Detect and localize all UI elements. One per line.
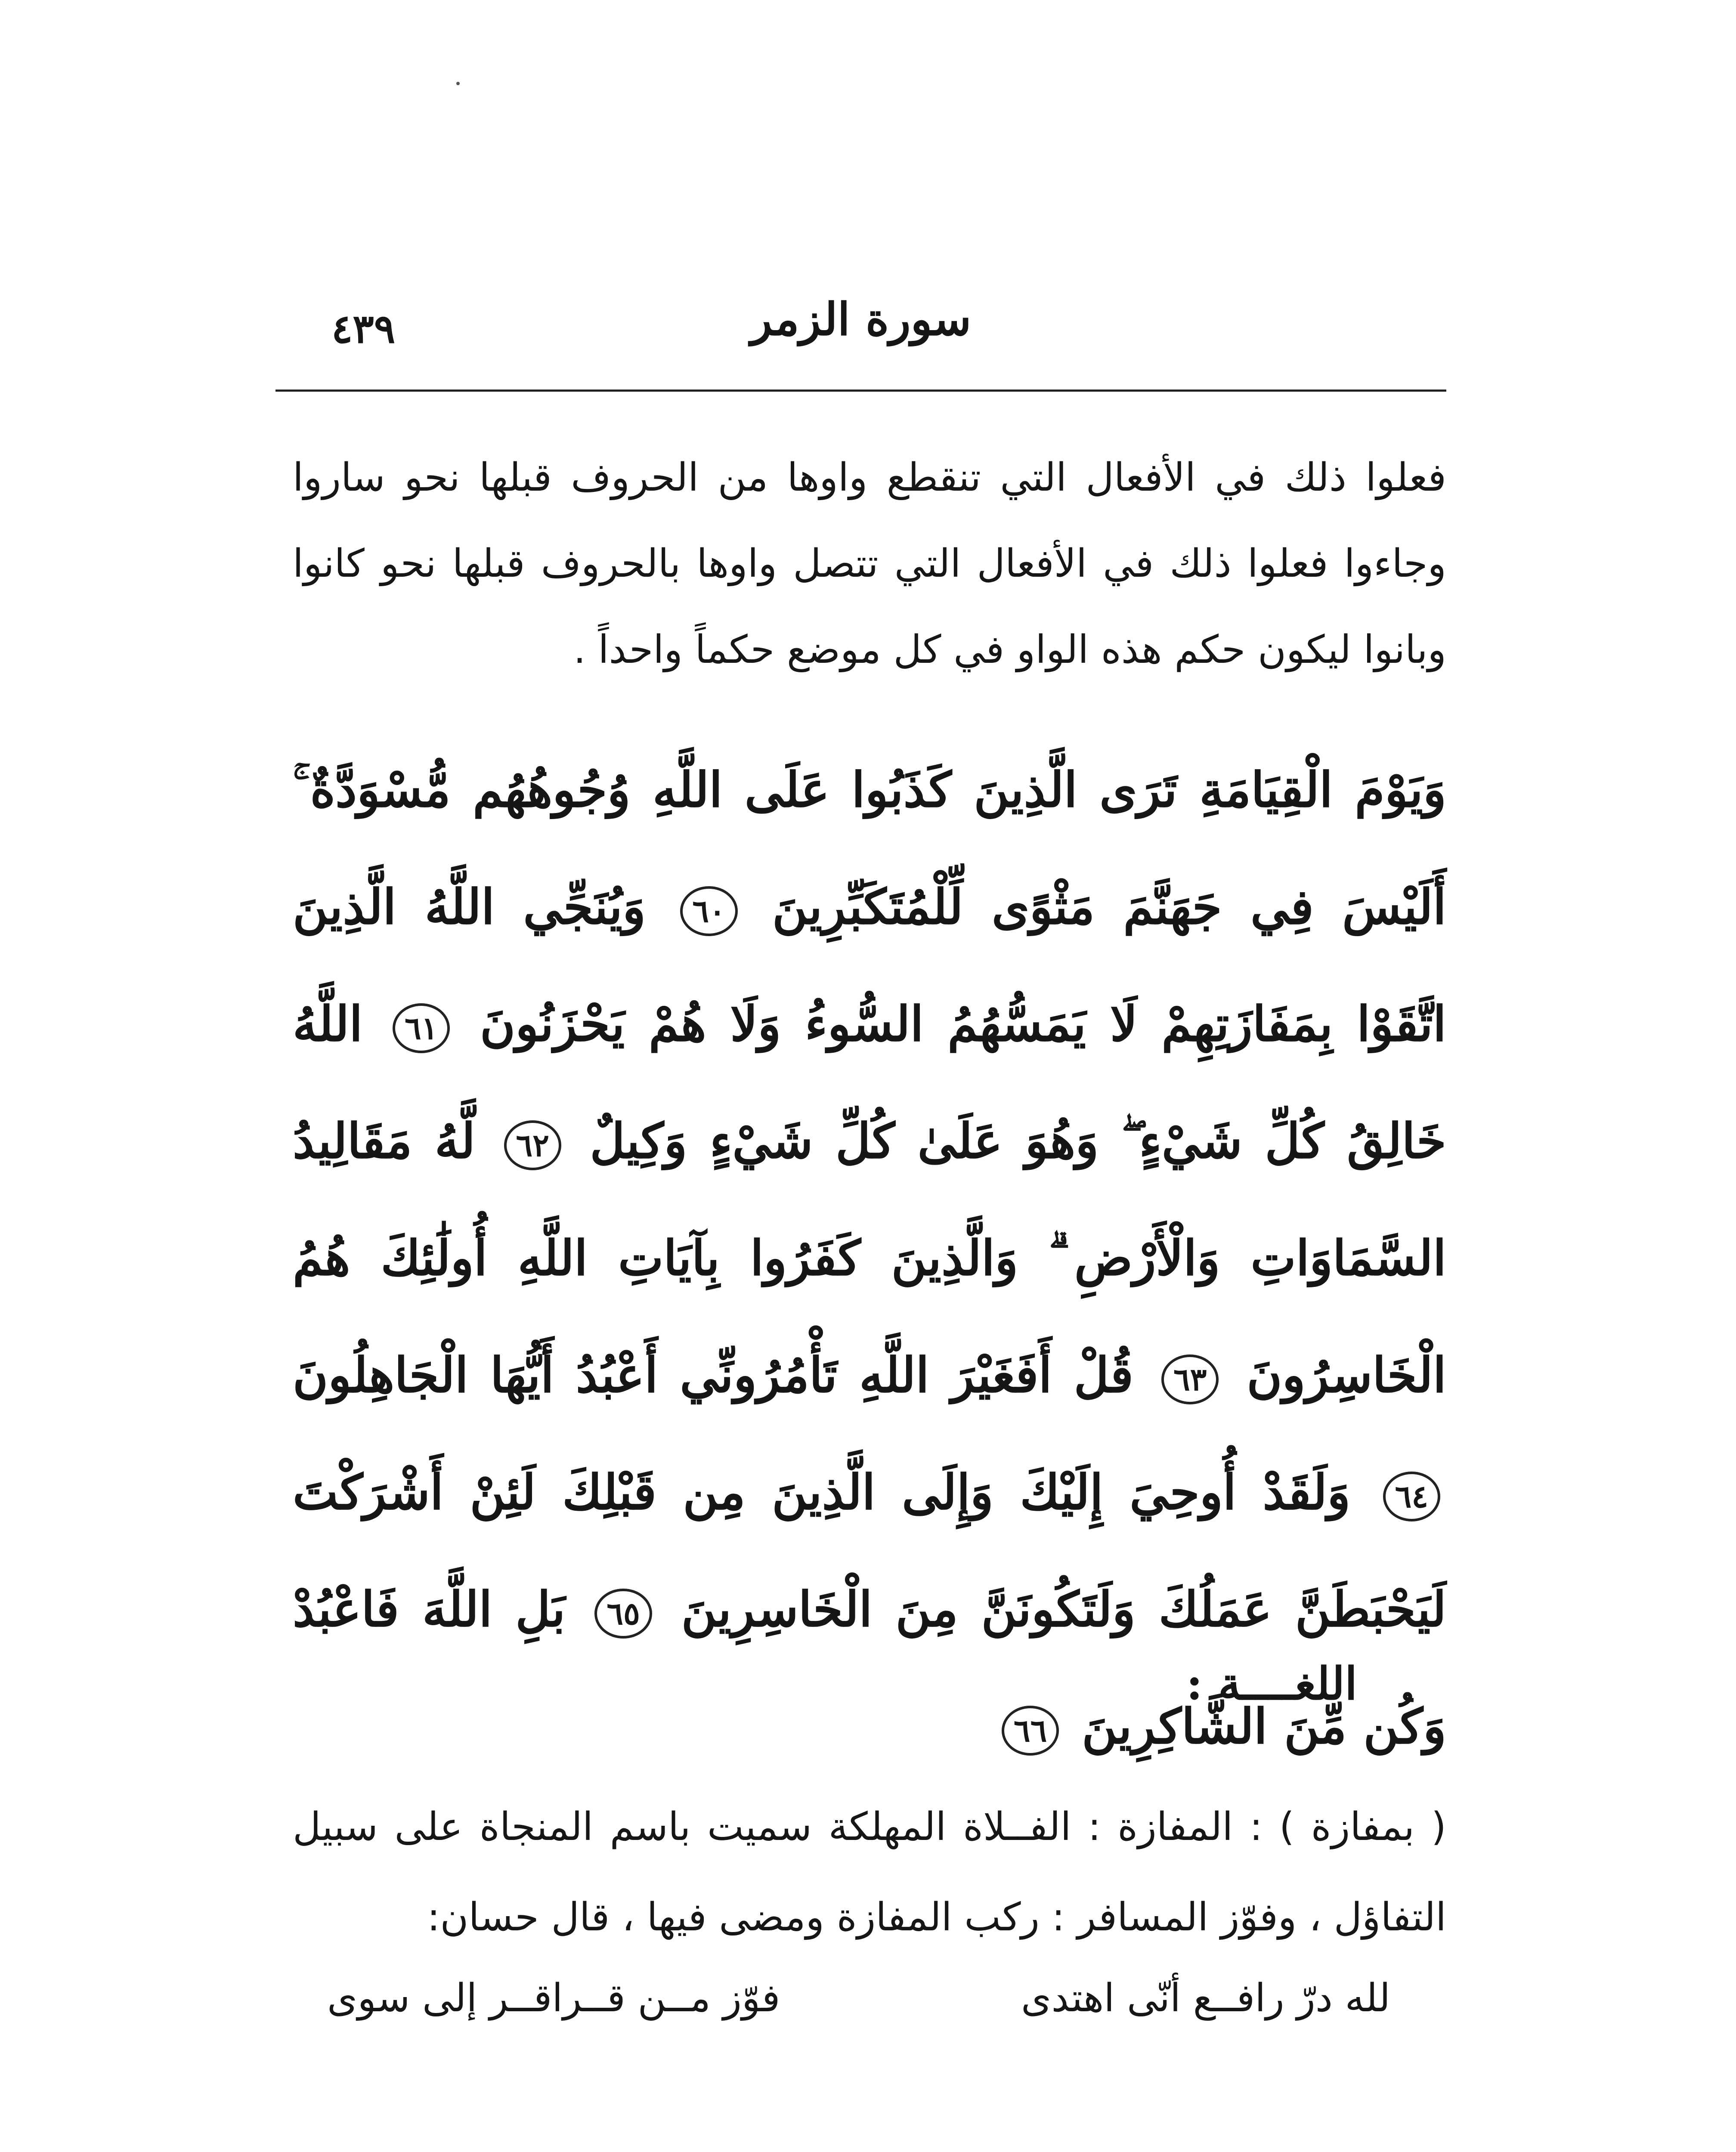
language-section-heading: اللغــــة : xyxy=(1186,1657,1357,1710)
closing-paragraph xyxy=(293,2135,1446,2152)
verse-text: وَيُنَجِّي اللَّهُ الَّذِينَ اتَّقَوْا بِمَفَازَتِهِمْ لَا يَمَسُّهُمُ السُّوءُ وَلَا هُمْ يَحْزَنُونَ xyxy=(293,879,1446,1052)
glossary-paragraph: ( بمفازة ) : المفازة : الفــلاة المهلكة سميت باسم المنجاة على سبيل التفاؤل ، وفوّز المسافر : ركب المفازة ومضى فيها ، قال حسان: xyxy=(293,1804,1446,1940)
surah-title: سورة الزمر xyxy=(750,293,972,346)
header-divider xyxy=(275,390,1446,392)
quran-verses xyxy=(293,732,1446,1785)
verse-number-marker: ٦٤ xyxy=(1383,1472,1440,1521)
verse-text: بَلِ اللَّهَ فَاعْبُدْ وَكُن مِّنَ الشَّاكِرِينَ xyxy=(293,1581,1446,1755)
scan-speck xyxy=(456,82,460,85)
verse-text: قُلْ أَفَغَيْرَ اللَّهِ تَأْمُرُونِّي أَعْبُدُ أَيُّهَا الْجَاهِلُونَ xyxy=(293,1347,1134,1404)
verse-number-marker: ٦٥ xyxy=(594,1589,652,1639)
verse-number-marker: ٦٦ xyxy=(1002,1706,1059,1756)
page-header xyxy=(275,293,1446,357)
poetry-verse xyxy=(327,1976,1390,2040)
poetry-second-hemistich: فوّز مــن قــراقــر إلى سوى xyxy=(327,1976,780,2021)
verse-text: وَيَوْمَ الْقِيَامَةِ تَرَى الَّذِينَ كَذَبُوا عَلَى اللَّهِ وُجُوهُهُم مُّسْوَدَّةٌ ۚ أَلَيْسَ فِي جَهَنَّمَ مَثْوًى لِّلْمُتَكَبِّرِينَ xyxy=(293,762,1446,935)
verse-text: وَلَقَدْ أُوحِيَ إِلَيْكَ وَإِلَى الَّذِينَ مِن قَبْلِكَ لَئِنْ أَشْرَكْتَ لَيَحْبَطَنَّ عَمَلُكَ وَلَتَكُونَنَّ مِنَ الْخَاسِرِينَ xyxy=(293,1464,1446,1638)
verse-number-marker: ٦٣ xyxy=(1161,1354,1219,1404)
verse-text: لَّهُ مَقَالِيدُ السَّمَاوَاتِ وَالْأَرْضِ ۗ وَالَّذِينَ كَفَرُوا بِآيَاتِ اللَّهِ أُولَٰئِكَ هُمُ الْخَاسِرُونَ xyxy=(293,1113,1446,1404)
verse-text: اللَّهُ خَالِقُ كُلِّ شَيْءٍ ۖ وَهُوَ عَلَىٰ كُلِّ شَيْءٍ وَكِيلٌ xyxy=(293,996,1446,1169)
verse-number-marker: ٦٢ xyxy=(504,1120,561,1170)
verse-number-marker: ٦١ xyxy=(393,1003,450,1053)
page-number: ٤٣٩ xyxy=(331,306,396,352)
verse-number-marker: ٦٠ xyxy=(680,886,737,936)
poetry-first-hemistich: لله درّ رافــع أنّى اهتدى xyxy=(1021,1976,1390,2021)
intro-paragraph: فعلوا ذلك في الأفعال التي تنقطع واوها من الحروف قبلها نحو ساروا وجاءوا فعلوا ذلك في الأفعال التي تتصل واوها بالحروف قبلها نحو كانوا وبانوا ليكون حكم هذه الواو في كل موضع حكماً واحداً . xyxy=(293,455,1446,672)
